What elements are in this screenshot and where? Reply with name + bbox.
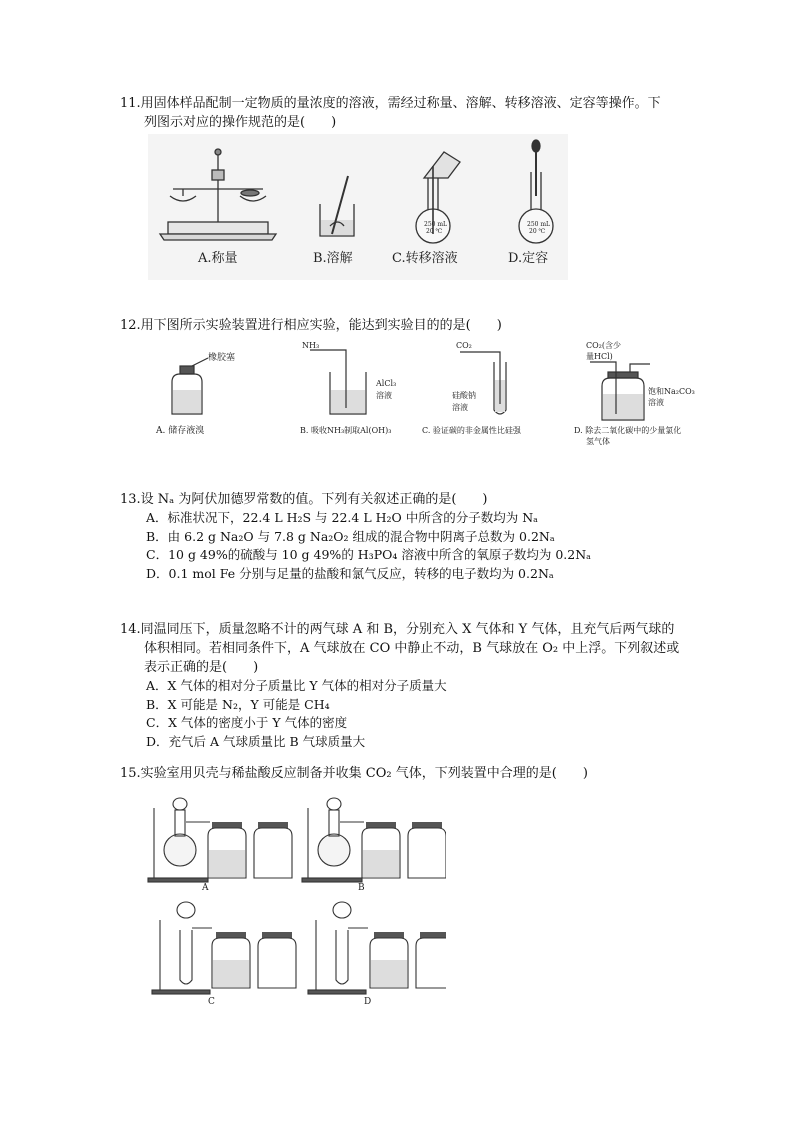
label-alcl3-solution: 溶液 (376, 391, 392, 400)
svg-text:20 ℃: 20 ℃ (529, 228, 546, 235)
question-13 (120, 490, 591, 583)
question-14 (120, 620, 700, 751)
apparatus-a-icon (148, 798, 210, 882)
svg-text:250 mL: 250 mL (424, 221, 448, 228)
apparatus-c-icon (152, 902, 212, 994)
label-silicate: 硅酸钠 (452, 391, 476, 400)
label-co2: CO₂ (456, 341, 472, 350)
label-nh3: NH₃ (302, 341, 320, 350)
question-13-option-d: D．0.1 mol Fe 分别与足量的盐酸和氯气反应，转移的电子数均为 0.2Nₐ (146, 565, 554, 581)
question-14-option-d: D．充气后 A 气球质量比 B 气球质量大 (146, 733, 366, 749)
label-sat-na2co3: 饱和Na₂CO₃ (648, 387, 695, 396)
question-14-stem-line1: 14.同温同压下，质量忽略不计的两气球 A 和 B，分别充入 X 气体和 Y 气体，且充气后两气球的 (120, 622, 675, 637)
beaker-nh3-icon (310, 350, 366, 414)
question-12-figure (150, 338, 720, 450)
label-silicate-solution: 溶液 (452, 403, 468, 412)
question-15-figure (146, 790, 446, 1016)
question-14-option-b: B．X 可能是 N₂，Y 可能是 CH₄ (146, 696, 330, 712)
caption-c: C. 验证碳的非金属性比硅强 (422, 426, 521, 435)
reagent-bottle-icon (172, 358, 208, 414)
gas-washing-bottle-icon (590, 362, 650, 420)
apparatus-label-d: D (364, 997, 372, 1007)
caption-b: B. 吸收NH₃制取Al(OH)₃ (300, 426, 392, 435)
question-11-stem-line1: 11.用固体样品配制一定物质的量浓度的溶液，需经过称量、溶解、转移溶液、定容等操作。下 (120, 96, 661, 111)
question-13-stem: 13.设 Nₐ 为阿伏加德罗常数的值。下列有关叙述正确的是( ) (120, 492, 488, 507)
label-rubber-stopper: 橡胶塞 (208, 353, 236, 363)
question-14-stem-line3: 表示正确的是( ) (144, 660, 259, 675)
question-12-stem: 12.用下图所示实验装置进行相应实验，能达到实验目的的是( ) (120, 318, 502, 333)
question-14-option-c: C．X 气体的密度小于 Y 气体的密度 (146, 715, 348, 730)
label-c-transfer: C.转移溶液 (392, 251, 458, 266)
label-co2-hcl-2: 量HCl) (586, 352, 613, 361)
label-na2co3-solution: 溶液 (648, 398, 664, 407)
label-co2-hcl-1: CO₂(含少 (586, 341, 622, 350)
question-13-option-b: B．由 6.2 g Na₂O 与 7.8 g Na₂O₂ 组成的混合物中阴离子总数为 0.2Nₐ (146, 528, 555, 544)
caption-d-line1: D. 除去二氧化碳中的少量氯化 (574, 426, 682, 435)
question-14-option-a: A．X 气体的相对分子质量比 Y 气体的相对分子质量大 (146, 678, 447, 693)
question-11-figure (148, 134, 568, 280)
label-alcl3: AlCl₃ (376, 379, 397, 388)
svg-text:250 mL: 250 mL (527, 221, 551, 228)
label-a-weighing: A.称量 (198, 251, 238, 266)
apparatus-d-icon (308, 902, 368, 994)
apparatus-label-c: C (208, 997, 215, 1007)
question-14-stem-line2: 体积相同。若相同条件下，A 气球放在 CO 中静止不动，B 气球放在 O₂ 中上浮。下列叙述或 (144, 641, 680, 656)
apparatus-label-b: B (358, 883, 365, 893)
label-b-dissolving: B.溶解 (313, 251, 353, 266)
caption-d-line2: 氢气体 (586, 437, 610, 446)
question-11 (120, 94, 661, 132)
question-12 (120, 316, 502, 335)
svg-text:20 ℃: 20 ℃ (426, 228, 443, 235)
label-d-fixing-volume: D.定容 (508, 251, 549, 266)
question-13-option-c: C．10 g 49%的硫酸与 10 g 49%的 H₃PO₄ 溶液中所含的氧原子数均为 0.2Nₐ (146, 547, 591, 562)
question-15-stem: 15.实验室用贝壳与稀盐酸反应制备并收集 CO₂ 气体，下列装置中合理的是( ) (120, 766, 588, 781)
apparatus-label-a: A (202, 883, 209, 893)
apparatus-b-icon (302, 798, 364, 882)
question-13-option-a: A．标准状况下，22.4 L H₂S 与 22.4 L H₂O 中所含的分子数均为 Nₐ (146, 510, 538, 525)
question-11-stem-line2: 列图示对应的操作规范的是( ) (144, 115, 337, 130)
question-15 (120, 764, 588, 783)
caption-a: A. 储存液溴 (156, 426, 205, 436)
